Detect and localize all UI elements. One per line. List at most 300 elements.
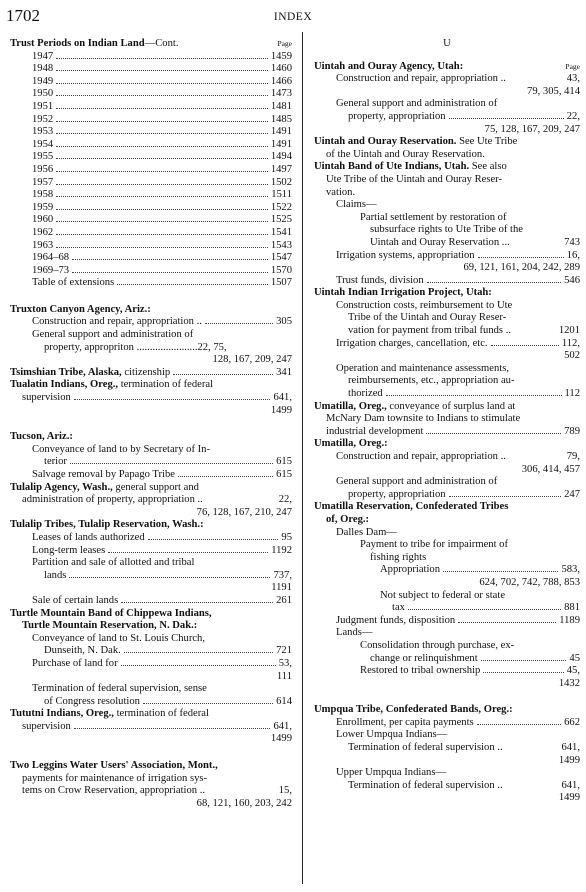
entry-label: Conveyance of land to by Secretary of In- [32,443,210,455]
index-entry [10,265,292,278]
page-ref: 247 [564,488,580,500]
dot-leader [121,602,273,603]
entry-text [314,287,492,298]
entry-text [336,615,455,628]
index-entry [10,329,292,342]
index-column-right [314,38,580,805]
entry-heading: Uintah Band of Ute Indians, Utah. [314,161,470,173]
entry-label: 1950 [32,88,54,100]
dot-leader [443,571,558,572]
page-ref: 1507 [270,277,292,289]
entry-label: 1963 [32,239,54,251]
dot-leader [148,539,279,540]
entry-label: lands [44,569,67,581]
entry-heading: Uintah and Ouray Agency, Utah: [314,60,464,72]
entry-label: General support and administration of [336,98,498,110]
entry-label: supervision [22,720,71,732]
page-refs: 624, 702, 742, 788, 853 [479,576,580,588]
index-entry [314,704,580,717]
dot-leader [74,399,271,400]
dot-leader [483,672,563,673]
entry-text [380,564,440,577]
dot-leader [478,257,564,258]
index-entry [10,658,292,671]
entry-label: tax [392,602,405,614]
entry-label: See also [469,161,507,173]
entry-label: change or relinquishment [370,652,478,664]
entry-label: Purchase of land for [32,657,118,669]
page-ref: 546 [564,274,580,286]
entry-label: —Cont. [144,38,179,49]
page-ref: 1547 [270,252,292,264]
entry-label: Construction costs, reimbursement to Ute [336,299,513,311]
entry-label: of Congress resolution [44,695,140,707]
index-entry [314,438,580,451]
index-entry [314,287,580,300]
entry-text [348,780,503,793]
entry-heading: Uintah and Ouray Reservation. [314,136,457,148]
page-ref: 1459 [270,50,292,62]
index-entry [314,161,580,174]
entry-label: payments for maintenance of irrigation sys- [22,772,208,784]
running-head: INDEX [273,11,313,23]
index-entry [314,199,580,212]
entry-text [32,633,205,644]
dot-leader [386,395,562,396]
entry-text [336,476,497,487]
dot-leader [121,665,276,666]
entry-label: 1947 [32,50,54,62]
entry-label: Payment to tribe for impairment of [360,539,508,551]
entry-text [348,489,446,502]
entry-label: Construction and repair, appropriation .. [336,73,506,85]
dot-leader [56,121,268,122]
page-ref: 22, [566,110,580,122]
entry-spacer [10,417,292,431]
entry-text [314,61,463,74]
entry-label: 1957 [32,176,54,188]
entry-text [336,767,446,778]
index-entry [10,277,292,290]
index-entry [314,653,580,666]
page-ref: 662 [564,716,580,728]
entry-text [336,300,512,311]
entry-text [360,665,480,678]
entry-label: Construction and repair, appropriation .. [336,451,506,462]
entry-label: 1958 [32,189,54,201]
entry-text [336,363,509,374]
page-ref: 721 [276,645,292,657]
entry-text [44,456,67,469]
entry-label: property, appropriation [348,488,446,500]
page-ref: 583, [561,564,580,576]
index-entry [10,227,292,240]
entry-label: General support and administration of [32,329,194,341]
page-ref: 1491 [270,126,292,138]
entry-text [22,721,71,734]
index-entry [10,202,292,215]
page-ref: 1460 [270,63,292,75]
index-entry [314,501,580,514]
index-entry [10,683,292,696]
page-ref: 1494 [270,151,292,163]
entry-text [32,63,53,76]
dot-leader [72,272,268,273]
page-ref: 743 [564,236,580,248]
entry-heading: Tualatin Indians, Oreg., [10,379,119,391]
entry-label: general support and [112,481,199,493]
index-entry [314,312,580,325]
entry-text [370,224,523,235]
page-ref: 1522 [270,201,292,213]
dot-leader [108,552,268,553]
index-entry [314,729,580,742]
entry-label: vation for payment from tribal funds .. [348,325,511,337]
entry-label: Dunseith, N. Dak. [44,645,121,657]
entry-text [32,88,53,101]
entry-heading: Tsimshian Tribe, Alaska, [10,366,122,378]
dot-leader [70,463,273,464]
entry-text [22,620,197,631]
index-entry [10,519,292,532]
entry-text [32,139,53,152]
page-refs: 1499 [558,754,580,766]
index-entry [10,760,292,773]
index-entry [10,620,292,633]
entry-text [348,111,446,124]
entry-text [326,187,355,198]
page-ref: 15, [278,785,292,797]
entry-label: tems on Crow Reservation, appropriation .. [22,785,206,797]
entry-heading: Umatilla, Oreg., [314,400,387,412]
entry-label: 1960 [32,214,54,226]
page-ref: 16, [566,249,580,261]
entry-label: Leases of lands authorized [32,531,145,543]
page-ref: 1466 [270,75,292,87]
dot-leader [69,577,270,578]
entry-heading: Two Leggins Water Users' Association, Mont., [10,760,218,772]
index-entry [314,514,580,527]
entry-label: Not subject to federal or state [380,589,506,601]
entry-text [360,212,507,223]
page-ref: 79, [566,451,580,462]
entry-label: fishing rights [370,551,427,563]
entry-text [22,773,207,784]
entry-text [348,375,515,386]
entry-label: industrial development [326,425,424,437]
entry-text [32,240,53,253]
page-ref: 1543 [270,239,292,251]
page-refs: 128, 167, 209, 247 [212,354,292,366]
entry-heading: Tulalip Agency, Wash., [10,481,113,493]
entry-label: Enrollment, per capita payments [336,716,474,728]
page-column-heading: Page [565,61,580,71]
entry-text [370,653,478,666]
page-refs: 1432 [558,677,580,689]
page-ref: 641, [561,779,580,791]
index-entry [10,545,292,558]
entry-text [22,494,203,507]
entry-text [22,785,205,798]
entry-label: Tribe of the Uintah and Ouray Reser- [348,312,507,324]
entry-label: General support and administration of [336,476,498,488]
index-entry [10,557,292,570]
entry-text [10,482,199,493]
dot-leader [56,221,268,222]
page-ref: 1511 [271,189,292,201]
column-divider [302,32,303,884]
page-ref: 641, [561,742,580,754]
entry-label: Claims— [336,199,377,211]
page-ref: 22, [278,494,292,506]
entry-label: property, appropriation [348,110,446,122]
index-entry [314,212,580,225]
entry-label: Consolidation through purchase, ex- [360,639,515,651]
index-entry [10,240,292,253]
index-entry [10,708,292,721]
entry-spacer [10,746,292,760]
section-letter: U [443,38,451,49]
page-ref: 789 [564,425,580,437]
entry-text [336,729,447,740]
entry-text [44,342,227,353]
index-entry [10,189,292,202]
entry-text [32,277,114,290]
entry-text [314,501,508,512]
entry-text [32,545,105,558]
index-entry [10,482,292,495]
index-entry [10,633,292,646]
entry-label: Termination of federal supervision .. [348,742,503,754]
entry-text [10,708,209,719]
index-column-left [10,38,292,810]
entry-label: 1962 [32,226,54,238]
index-entry [10,76,292,89]
entry-text [32,557,194,568]
entry-label: 1948 [32,63,54,75]
entry-text [336,275,424,288]
entry-label: Lower Umpqua Indians— [336,729,448,741]
index-entry [314,237,580,250]
dot-leader [56,146,268,147]
index-entry [10,595,292,608]
index-entry [10,304,292,317]
index-entry [10,151,292,164]
dot-leader [56,158,268,159]
index-entry [314,602,580,615]
page-refs: 306, 414, 457 [521,463,580,475]
index-entry [10,252,292,265]
entry-label: See Ute Tribe [456,136,518,148]
page-ref: 641, [273,720,292,732]
index-entry [314,665,580,678]
index-entry [10,444,292,457]
page-column-heading: Page [277,39,292,48]
entry-label: vation. [326,186,356,198]
entry-label: 1955 [32,151,54,163]
index-entry [10,570,292,583]
index-entry [10,316,292,329]
dot-leader [74,728,271,729]
dot-leader [408,609,561,610]
index-entry [314,413,580,426]
entry-text [32,595,118,608]
entry-label: supervision [22,392,71,404]
index-entry [10,114,292,127]
page-refs: 75, 128, 167, 209, 247 [484,123,580,135]
index-entry [314,325,580,338]
entry-text [32,189,53,202]
index-entry [314,552,580,565]
dot-leader [56,209,268,210]
index-entry [10,431,292,444]
entry-text [314,136,517,147]
entry-text [32,214,53,227]
index-entry [10,456,292,469]
entry-text [32,51,53,64]
entry-label: 1964–68 [32,252,70,264]
page-ref: 95 [281,531,292,543]
index-entry [10,785,292,798]
index-entry [10,696,292,709]
entry-label: Sale of certain lands [32,594,119,606]
page-ref: 43, [566,73,580,85]
entry-label: 1956 [32,163,54,175]
entry-heading: Umatilla, Oreg.: [314,438,388,450]
dot-leader [477,724,561,725]
dot-leader [427,282,561,283]
dot-leader [56,83,268,84]
entry-label: subsurface rights to Ute Tribe of the [370,224,523,236]
entry-text [326,426,423,439]
entry-label: Restored to tribal ownership [360,665,481,677]
index-entry [314,61,580,74]
page-ref: 1485 [270,113,292,125]
index-entry [314,451,580,464]
entry-label: 1969–73 [32,264,70,276]
entry-text [22,392,71,405]
page-ref: 305 [276,316,292,328]
dot-leader [56,108,268,109]
page-ref: 615 [276,469,292,480]
page-ref: 1541 [270,226,292,238]
entry-text [336,717,474,730]
entry-text [10,431,73,442]
index-entry [314,780,580,793]
entry-label: Irrigation charges, cancellation, etc. [336,337,488,349]
entry-text [326,413,520,424]
page-refs: 69, 121, 161, 204, 242, 289 [463,262,580,274]
entry-text [32,252,69,265]
dot-leader [56,234,268,235]
entry-text [336,98,497,109]
index-entry [10,532,292,545]
index-entry [314,136,580,149]
entry-heading: of, Oreg.: [326,513,370,525]
entry-heading: Tulalip Tribes, Tulalip Reservation, Wash.: [10,519,204,531]
entry-text [326,149,485,160]
entry-heading: Turtle Mountain Band of Chippewa Indians, [10,607,212,619]
entry-heading: Umatilla Reservation, Confederated Tribes [314,501,509,513]
dot-leader [117,284,268,285]
page-refs: 79, 305, 414 [527,85,580,97]
entry-text [360,539,508,550]
index-entry [10,494,292,507]
index-entry [314,742,580,755]
entry-label: 1951 [32,100,54,112]
entry-label: 1954 [32,138,54,150]
dot-leader [56,95,268,96]
entry-text [32,316,202,329]
entry-label: Conveyance of land to St. Louis Church, [32,632,206,644]
entry-text [336,73,506,86]
page-ref: 45 [569,652,580,664]
entry-label: administration of property, appropriation .. [22,494,203,506]
entry-heading: Truxton Canyon Agency, Ariz.: [10,303,151,315]
dot-leader [56,184,268,185]
entry-text [10,304,151,315]
index-entry [10,469,292,482]
page-header [0,0,586,28]
page-ref: 1570 [270,264,292,276]
entry-text [32,532,145,545]
dot-leader [56,196,268,197]
index-entry [314,250,580,263]
page-ref: 341 [276,366,292,378]
index-entry [314,149,580,162]
entry-label: Termination of federal supervision, sense [32,683,207,695]
entry-heading: Uintah Indian Irrigation Project, Utah: [314,287,492,299]
dot-leader [56,247,268,248]
index-entry [314,476,580,489]
page-ref: 112, [561,337,580,349]
page-ref: 45, [566,665,580,677]
entry-label: 1949 [32,75,54,87]
index-entry [10,773,292,786]
page-refs: 1499 [270,733,292,745]
entry-label: property, appropriton .......................22, 75, [44,341,227,353]
page-ref: 1481 [270,100,292,112]
entry-heading: Trust Periods on Indian Land [10,38,145,49]
dot-leader [449,496,562,497]
entry-text [336,451,506,464]
entry-label: thorized [348,388,383,400]
index-entry [10,126,292,139]
index-entry [10,38,292,51]
index-entry [314,401,580,414]
entry-label: Long-term leases [32,544,106,556]
dot-leader [56,133,268,134]
entry-label: Ute Tribe of the Uintah and Ouray Reser- [326,173,503,185]
entry-label: Appropriation [380,564,441,576]
index-entry [314,174,580,187]
entry-heading: Umpqua Tribe, Confederated Bands, Oreg.: [314,704,513,716]
entry-label: Trust funds, division [336,274,424,286]
index-entry [10,51,292,64]
entry-text [32,76,53,89]
index-entry [314,338,580,351]
entry-text [336,250,475,263]
entry-label: terior [44,456,67,468]
index-entry [314,539,580,552]
entry-text [32,658,118,671]
index-entry [314,426,580,439]
dot-leader [491,345,559,346]
entry-label: 1953 [32,126,54,138]
page-ref: 1502 [270,176,292,188]
dot-leader [481,660,567,661]
entry-text [10,367,170,380]
